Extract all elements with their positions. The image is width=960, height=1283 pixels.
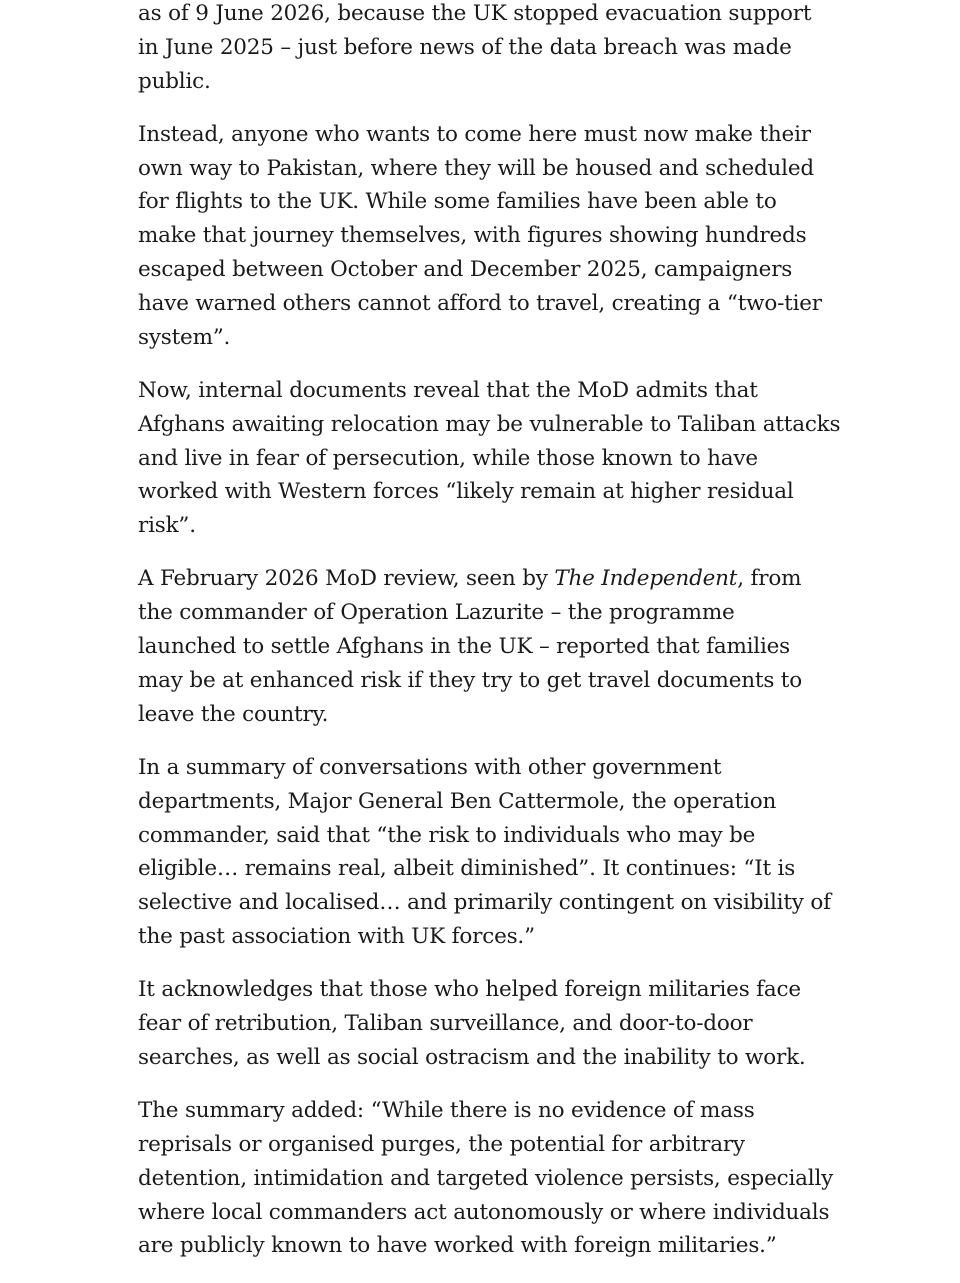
text-segment: , from	[737, 566, 802, 592]
text-line: own way to Pakistan, where they will be housed and scheduled	[138, 155, 814, 181]
text-line: and live in fear of persecution, while those known to have	[138, 445, 758, 471]
paragraph-acknowledges	[138, 973, 838, 1074]
text-line: detention, intimidation and targeted violence persists, especially	[138, 1165, 834, 1191]
paragraph-own-way-to-pakistan	[138, 118, 838, 355]
article-body	[138, 0, 841, 1283]
text-line: searches, as well as social ostracism and the inability to work.	[138, 1044, 806, 1070]
text-line: launched to settle Afghans in the UK – reported that families	[138, 634, 791, 660]
text-line: eligible… remains real, albeit diminished”. It continues: “It is	[138, 856, 796, 882]
text-line: departments, Major General Ben Cattermole, the operation	[138, 788, 777, 814]
text-line: worked with Western forces “likely remain at higher residual	[138, 479, 794, 505]
text-segment: A February 2026 MoD review, seen by	[138, 566, 555, 592]
text-line: may be at enhanced risk if they try to get travel documents to	[138, 667, 802, 693]
publication-name: The Independent	[554, 566, 738, 592]
paragraph-summary-of-conversations	[138, 751, 838, 954]
paragraph-summary-added	[138, 1094, 838, 1263]
text-line: system”.	[138, 324, 231, 350]
text-line: are publicly known to have worked with foreign militaries.”	[138, 1233, 777, 1259]
text-line: leave the country.	[138, 701, 329, 727]
text-line: escaped between October and December 2025, campaigners	[138, 257, 793, 283]
paragraph-internal-documents	[138, 374, 841, 543]
text-line: have warned others cannot afford to travel, creating a “two-tier	[138, 290, 822, 316]
paragraph-mod-review	[138, 562, 838, 731]
text-line: for flights to the UK. While some families have been able to	[138, 189, 777, 215]
text-line	[138, 562, 838, 596]
text-line: in June 2025 – just before news of the data breach was made	[138, 34, 792, 60]
text-line: risk”.	[138, 513, 196, 539]
text-line: In a summary of conversations with other government	[138, 754, 722, 780]
text-line: make that journey themselves, with figures showing hundreds	[138, 223, 807, 249]
text-line: fear of retribution, Taliban surveillance, and door-to-door	[138, 1011, 753, 1037]
text-line: reprisals or organised purges, the potential for arbitrary	[138, 1131, 745, 1157]
text-line: Now, internal documents reveal that the MoD admits that	[138, 377, 758, 403]
text-line: the past association with UK forces.”	[138, 923, 535, 949]
text-line: as of 9 June 2026, because the UK stopped evacuation support	[138, 1, 812, 26]
paragraph-evacuation-support	[138, 0, 838, 98]
text-line: It acknowledges that those who helped foreign militaries face	[138, 977, 801, 1003]
text-line: selective and localised… and primarily contingent on visibility of	[138, 890, 831, 916]
text-line: The summary added: “While there is no evidence of mass	[138, 1098, 755, 1124]
text-line: public.	[138, 68, 211, 94]
text-line: where local commanders act autonomously or where individuals	[138, 1199, 830, 1225]
text-line: Instead, anyone who wants to come here must now make their	[138, 121, 811, 147]
text-line: commander, said that “the risk to individuals who may be	[138, 822, 756, 848]
text-line: Afghans awaiting relocation may be vulnerable to Taliban attacks	[138, 411, 841, 437]
text-line: the commander of Operation Lazurite – the programme	[138, 600, 735, 626]
